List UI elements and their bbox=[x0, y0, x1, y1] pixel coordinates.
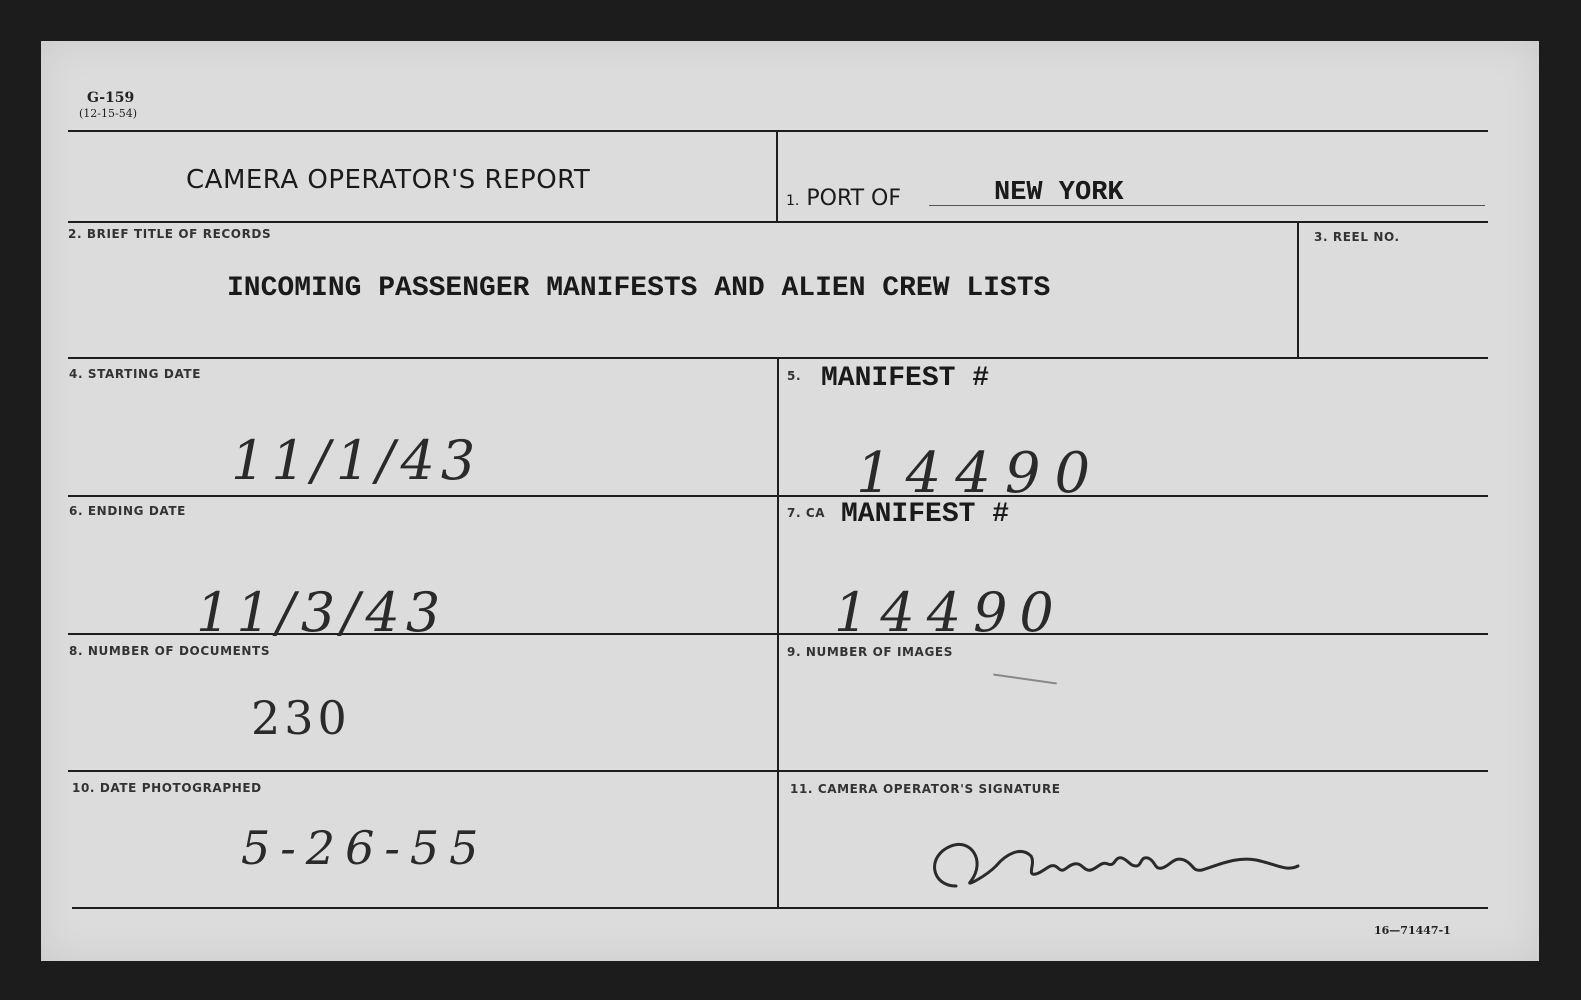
reel-label: 3. REEL NO. bbox=[1314, 230, 1400, 244]
form-id: G-159 bbox=[87, 90, 135, 106]
starting-date-value: 11/1/43 bbox=[231, 429, 482, 492]
report-card bbox=[41, 41, 1539, 961]
divider-reel bbox=[1297, 221, 1299, 359]
report-title: CAMERA OPERATOR'S REPORT bbox=[186, 165, 591, 195]
documents-value: 230 bbox=[251, 691, 351, 745]
form-revision: (12-15-54) bbox=[79, 107, 138, 120]
port-label-text: PORT OF bbox=[806, 186, 902, 211]
divider-title bbox=[776, 130, 778, 223]
starting-manifest-value: 14490 bbox=[856, 441, 1105, 506]
ending-manifest-value: 14490 bbox=[834, 581, 1066, 644]
port-value: NEW YORK bbox=[994, 178, 1124, 208]
starting-date-label: 4. STARTING DATE bbox=[69, 367, 201, 381]
port-number: 1. bbox=[786, 193, 800, 209]
date-photographed-label: 10. DATE PHOTOGRAPHED bbox=[72, 781, 262, 795]
top-rule bbox=[68, 130, 1488, 132]
documents-label: 8. NUMBER OF DOCUMENTS bbox=[69, 644, 271, 658]
rule-after-title bbox=[68, 221, 1488, 223]
divider-main bbox=[777, 357, 779, 909]
ending-manifest-label: 7. CA bbox=[787, 506, 826, 520]
signature-label: 11. CAMERA OPERATOR'S SIGNATURE bbox=[790, 782, 1061, 796]
images-mark bbox=[993, 674, 1057, 685]
date-photographed-value: 5-26-55 bbox=[241, 821, 489, 875]
records-label: 2. BRIEF TITLE OF RECORDS bbox=[68, 227, 272, 241]
ending-manifest-typed: MANIFEST # bbox=[841, 499, 1010, 530]
operator-signature bbox=[926, 826, 1326, 906]
starting-manifest-label: 5. bbox=[787, 369, 802, 383]
port-label bbox=[786, 186, 901, 211]
images-label: 9. NUMBER OF IMAGES bbox=[787, 645, 953, 659]
bottom-rule bbox=[72, 907, 1488, 909]
ending-date-value: 11/3/43 bbox=[196, 581, 447, 644]
form-footer-code: 16—71447-1 bbox=[1374, 924, 1451, 937]
starting-manifest-typed: MANIFEST # bbox=[821, 363, 990, 394]
ending-date-label: 6. ENDING DATE bbox=[69, 504, 186, 518]
records-value: INCOMING PASSENGER MANIFESTS AND ALIEN CREW LISTS bbox=[227, 273, 1051, 304]
